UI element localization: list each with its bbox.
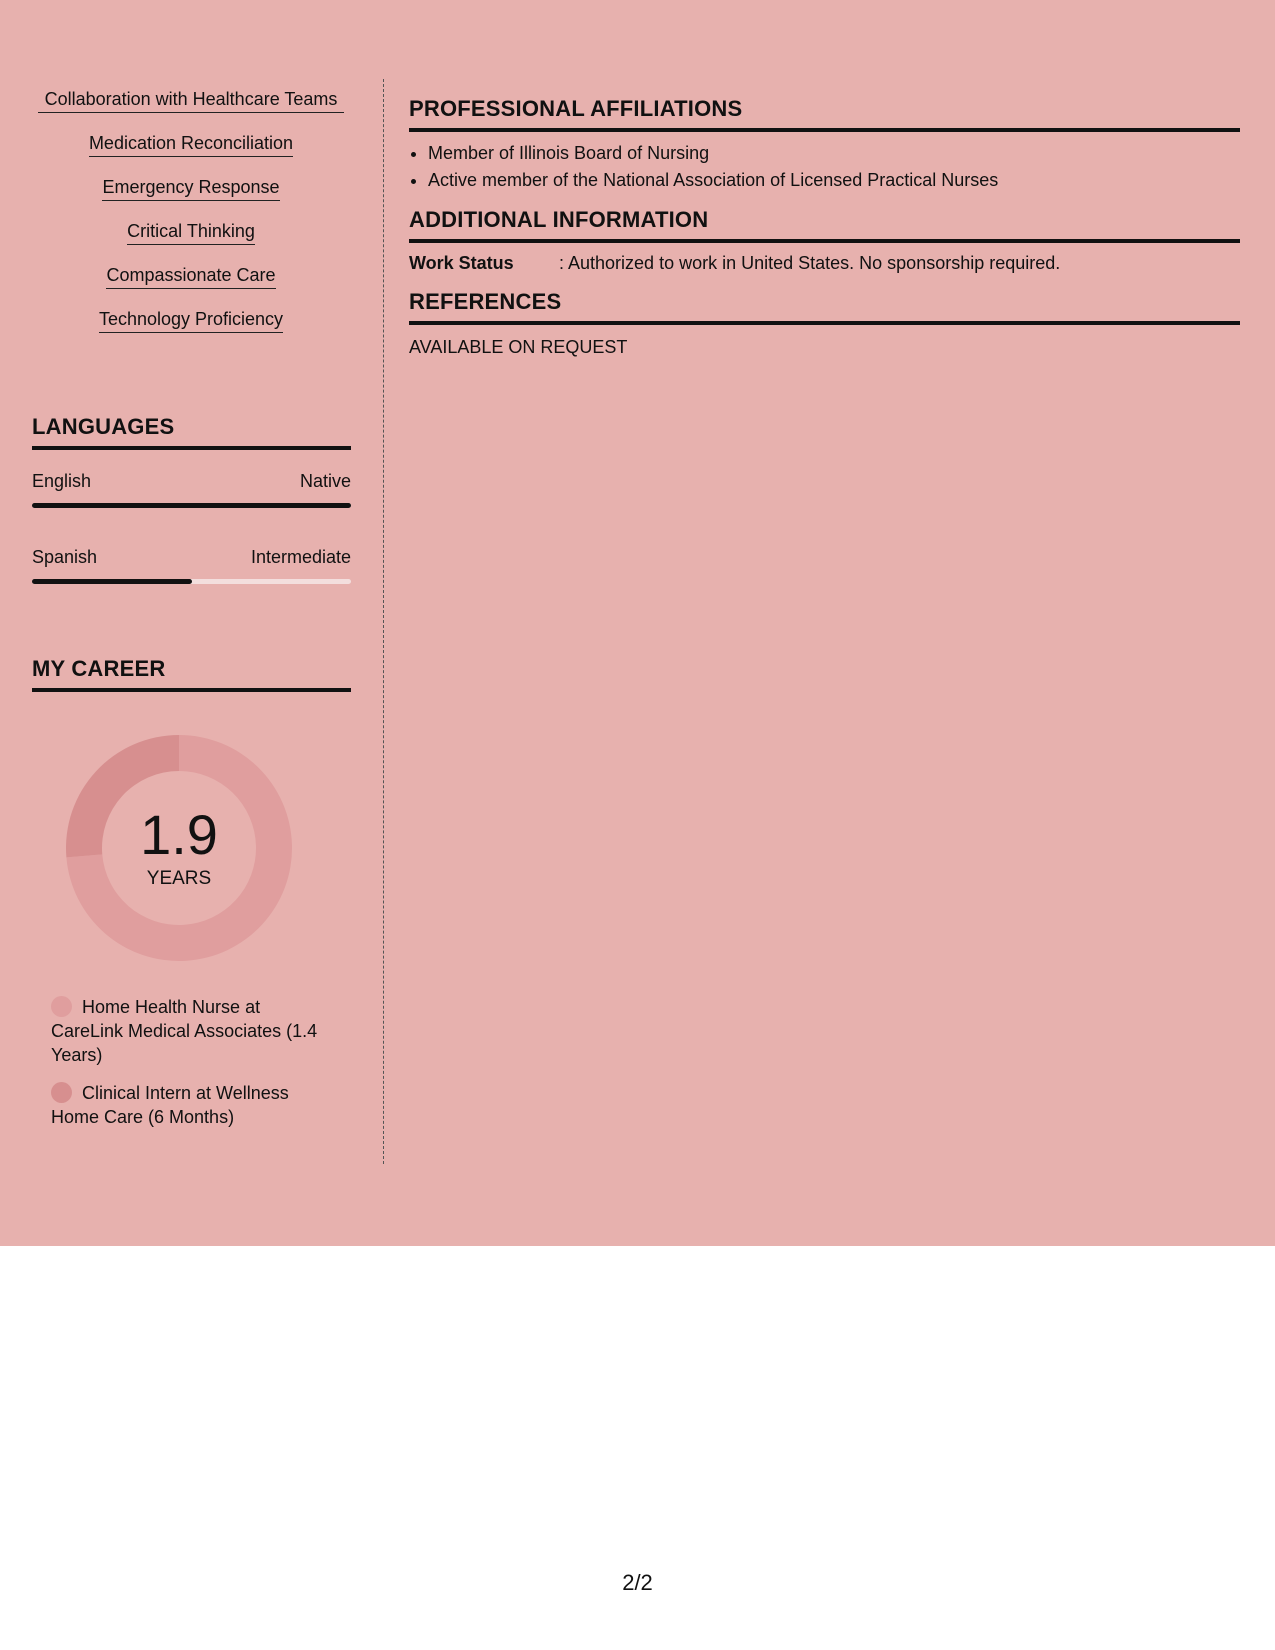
page-number: 2/2 [622,1570,653,1595]
career-heading: MY CAREER [32,656,351,692]
list-item: • Member of Illinois Board of Nursing [428,140,1240,167]
work-status-label: Work Status [409,253,514,273]
language-row [32,546,351,568]
legend-dot [51,996,72,1017]
legend-text: Clinical Intern at Wellness Home Care (6 Months) [51,1083,289,1127]
work-status-row [409,251,1240,275]
list-item: • Active member of the National Association of Licensed Practical Nurses [428,167,1240,194]
language-bar [32,579,351,584]
language-row [32,470,351,492]
skill-item: Critical Thinking [127,219,255,245]
affiliations-section [409,96,1240,194]
skill-item: Technology Proficiency [99,307,283,333]
language-bar-fill [32,503,351,508]
skill-item: Compassionate Care [106,263,275,289]
career-total-years: 1.9 [140,803,218,866]
references-text: AVAILABLE ON REQUEST [409,337,628,357]
skill-item: Emergency Response [102,175,279,201]
skill-item: Medication Reconciliation [89,131,293,157]
legend-dot [51,1082,72,1103]
language-name: Spanish [32,547,98,567]
affiliations-list [409,140,1240,194]
references-heading: REFERENCES [409,289,1240,325]
affiliations-heading: PROFESSIONAL AFFILIATIONS [409,96,1240,132]
language-bar [32,503,351,508]
references-section [409,289,1240,358]
skill-item: Collaboration with Healthcare Teams [38,87,344,113]
additional-info-heading: ADDITIONAL INFORMATION [409,207,1240,243]
career-section [32,656,351,692]
additional-info-section [409,207,1240,275]
language-name: English [32,471,92,491]
languages-heading: LANGUAGES [32,414,351,450]
skills-list [32,87,350,351]
legend-text: Home Health Nurse at CareLink Medical Associates (1.4 Years) [51,997,318,1065]
languages-section [32,414,351,584]
career-total-unit: YEARS [146,868,212,889]
language-level: Intermediate [250,547,351,567]
language-level: Native [299,471,351,491]
language-bar-fill [32,579,192,584]
column-divider [383,79,384,1164]
career-legend-item [51,1081,321,1129]
work-status-value: : Authorized to work in United States. No sponsorship required. [559,253,1061,273]
career-legend-item [51,995,321,1067]
